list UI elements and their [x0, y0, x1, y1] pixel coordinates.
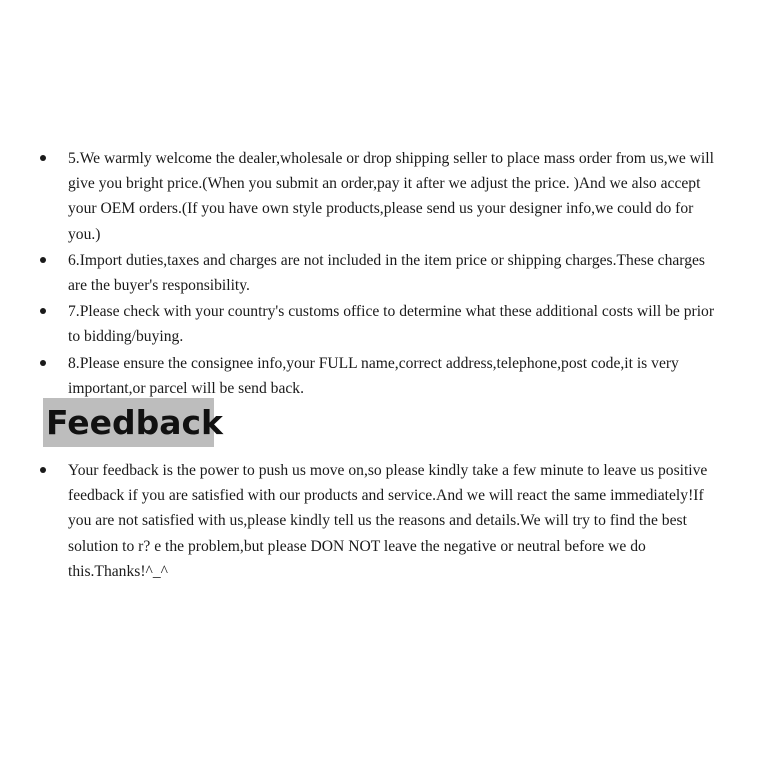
policy-item-import-duties [34, 248, 724, 298]
policy-item-consignee-info [34, 351, 724, 401]
policy-item-customs-office [34, 299, 724, 349]
feedback-item [34, 458, 724, 584]
policy-item-dealer-welcome [34, 146, 724, 247]
bullet-icon [40, 360, 46, 366]
policy-list [34, 146, 724, 402]
bullet-icon [40, 308, 46, 314]
bullet-icon [40, 257, 46, 263]
policy-text: 6.Import duties,taxes and charges are not included in the item price or shipping charges.These charges are the buyer's responsibility. [68, 251, 705, 295]
feedback-text: Your feedback is the power to push us move on,so please kindly take a few minute to leave us positive feedback if you are satisfied with our products and service.And we will react the same immediately!If you are not satisfied with us,please kindly tell us the reasons and details.We will try to find the best solution to r? e the problem,but please DON NOT leave the negative or neutral before we do this.Thanks!^_^ [68, 462, 708, 580]
policy-text: 7.Please check with your country's customs office to determine what these additional costs will be prior to bidding/buying. [68, 303, 715, 346]
feedback-list [34, 458, 724, 585]
policy-text: 5.We warmly welcome the dealer,wholesale or drop shipping seller to place mass order from us,we will give you bright price.(When you submit an order,pay it after we adjust the price. )And we also accept your OEM orders.(If you have own style products,please send us your designer info,we could do for you.) [68, 150, 714, 243]
policy-text: 8.Please ensure the consignee info,your FULL name,correct address,telephone,post code,it is very important,or parcel will be send back. [68, 354, 679, 397]
bullet-icon [40, 155, 46, 161]
bullet-icon [40, 467, 46, 473]
feedback-heading: Feedback [43, 398, 214, 447]
